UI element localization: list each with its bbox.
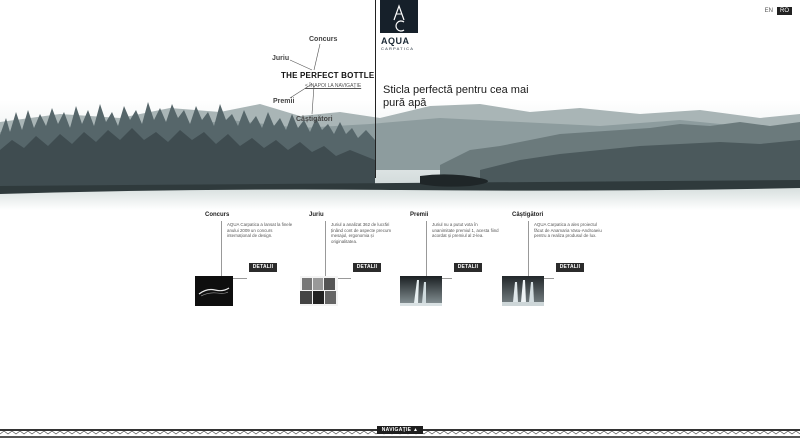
nav-connector-lines bbox=[0, 0, 380, 130]
brand-name: AQUA bbox=[381, 36, 410, 46]
section-title: Juriu bbox=[309, 212, 324, 218]
section-description: AQUA Carpatica a ales proiectul făcut de Anamaria Vasu-Androaeiu pentru a realiza produsul de lux. bbox=[534, 222, 602, 239]
nav-item-concurs[interactable]: Concurs bbox=[309, 36, 338, 43]
navigation-toggle-button[interactable]: NAVIGAȚIE ▲ bbox=[377, 426, 423, 434]
section-title: Câștigători bbox=[512, 212, 544, 218]
section-description: Juriul nu a putut vota în unanimitate premiul 1, acesta fiind acordat și premiul al 2-lea. bbox=[432, 222, 499, 239]
section-description: AQUA Carpatica a lansat la finele anului 2009 un concurs internațional de design. bbox=[227, 222, 293, 239]
details-button-castigatori[interactable]: DETALII bbox=[556, 263, 584, 272]
details-button-premii[interactable]: DETALII bbox=[454, 263, 482, 272]
bottle-sketch-image[interactable] bbox=[195, 276, 233, 306]
award-bottles-image[interactable] bbox=[400, 276, 442, 306]
connector-line bbox=[325, 221, 326, 279]
details-button-concurs[interactable]: DETALII bbox=[249, 263, 277, 272]
nav-item-castigatori[interactable]: Câștigători bbox=[296, 116, 333, 123]
section-title: Premii bbox=[410, 212, 429, 218]
language-en[interactable]: EN bbox=[764, 8, 773, 14]
winner-bottles-image[interactable] bbox=[502, 276, 544, 306]
connector-line bbox=[221, 221, 222, 279]
language-switcher bbox=[765, 7, 792, 15]
nav-item-juriu[interactable]: Juriu bbox=[272, 55, 290, 62]
language-ro[interactable]: RO bbox=[777, 7, 792, 15]
connector-line bbox=[528, 221, 529, 279]
nav-item-premii[interactable]: Premii bbox=[273, 98, 295, 105]
jury-portraits-image[interactable] bbox=[300, 276, 338, 306]
brand-subtitle: CARPATICA bbox=[381, 46, 415, 51]
connector-line bbox=[426, 221, 427, 279]
tagline: Sticla perfectă pentru cea mai pură apă bbox=[383, 84, 529, 109]
back-to-navigation-link[interactable]: < ÎNAPOI LA NAVIGAȚIE bbox=[305, 83, 362, 89]
aqua-carpatica-logo-icon[interactable] bbox=[380, 0, 418, 33]
section-description: Juriul a analizat 362 de lucrări ținând cont de aspecte precum mesajul, ergonomia și originalitatea. bbox=[331, 222, 392, 244]
nav-title: THE PERFECT BOTTLE bbox=[281, 71, 375, 80]
section-title: Concurs bbox=[205, 212, 230, 218]
details-button-juriu[interactable]: DETALII bbox=[353, 263, 381, 272]
